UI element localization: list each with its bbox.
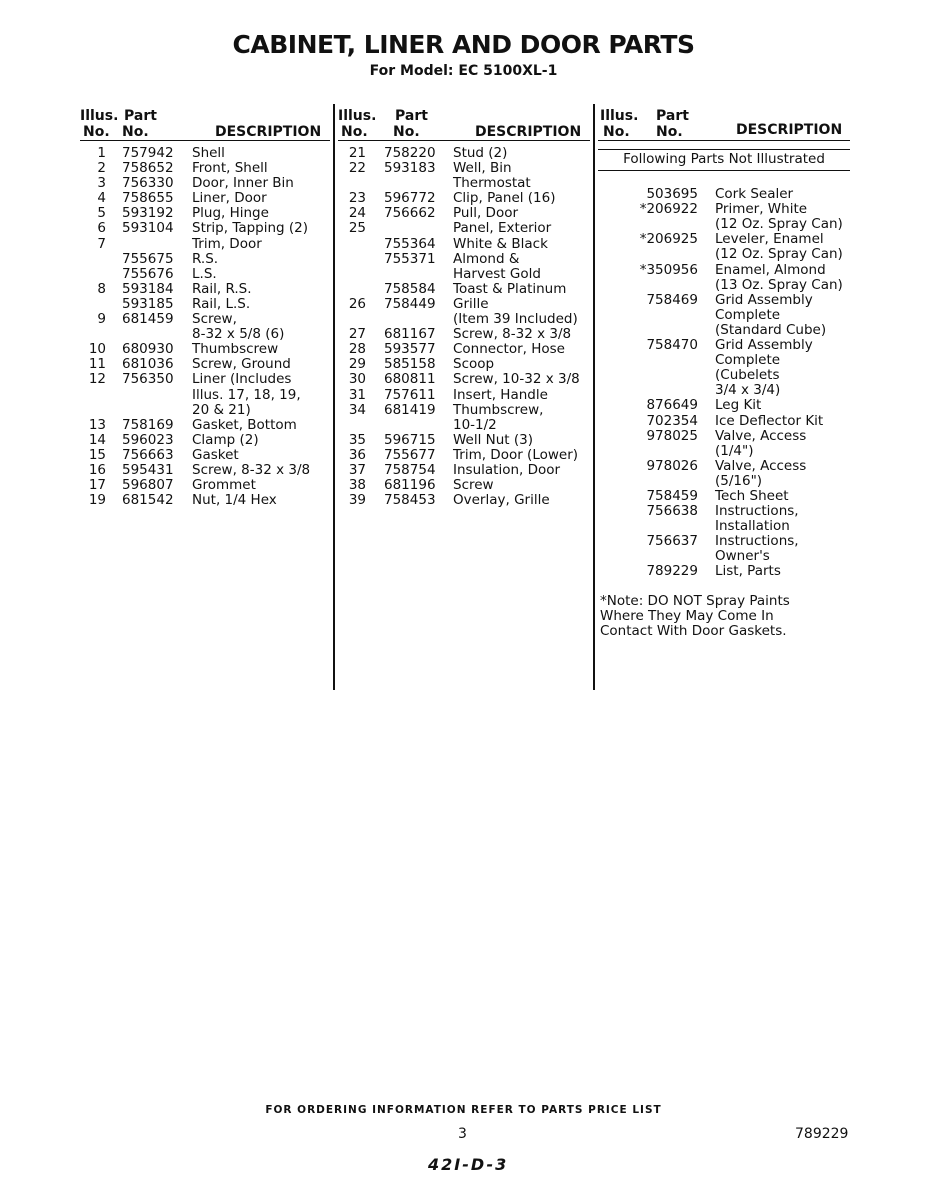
part-number: 758470: [646, 337, 698, 354]
part-number: 758220: [384, 145, 436, 161]
table-row: [338, 463, 590, 478]
table-row: [338, 221, 590, 236]
table-row: [598, 459, 850, 489]
part-description: Nut, 1/4 Hex: [192, 492, 277, 509]
table-row: [338, 388, 590, 403]
table-row: [338, 252, 590, 282]
table-row: [80, 433, 330, 448]
column-header: [80, 106, 330, 141]
part-description: Screw, 8-32 x 5/8 (6): [192, 311, 285, 343]
document-number: 789229: [795, 1126, 849, 1142]
illus-number: [338, 282, 366, 297]
part-description: Plug, Hinge: [192, 205, 269, 222]
part-description: Connector, Hose: [453, 341, 565, 358]
table-row: [598, 504, 850, 534]
table-row: [598, 414, 850, 429]
illus-number: 5: [97, 205, 106, 222]
illus-number: 37: [348, 461, 366, 478]
model-subtitle: For Model: EC 5100XL-1: [369, 63, 558, 79]
illus-number: 24: [348, 205, 366, 222]
part-description: Overlay, Grille: [453, 492, 550, 509]
table-row: [598, 263, 850, 293]
part-number: 596807: [122, 477, 174, 494]
part-number: 755371: [384, 250, 436, 267]
header-description: DESCRIPTION: [736, 122, 843, 138]
table-row: [80, 418, 330, 433]
paint-note: *Note: DO NOT Spray Paints Where They May Come In Contact With Door Gaskets.: [600, 592, 790, 639]
illus-number: 13: [88, 416, 106, 433]
part-description: Scoop: [453, 356, 495, 373]
header-illus-no: No.: [603, 124, 630, 140]
header-illus-no: No.: [83, 124, 110, 140]
header-part-no: No.: [122, 124, 149, 140]
handwritten-code: 42I-D-3: [428, 1155, 509, 1174]
table-row: [80, 357, 330, 372]
header-description: DESCRIPTION: [215, 124, 322, 140]
part-number: 756330: [122, 175, 174, 192]
table-row: [598, 187, 850, 202]
part-number: 756350: [122, 371, 174, 388]
part-number: 681196: [384, 477, 436, 494]
part-description: R.S.: [192, 250, 219, 267]
part-number: 593192: [122, 205, 174, 222]
table-row: [598, 338, 850, 398]
part-description: Gasket, Bottom: [192, 416, 297, 433]
illus-number: 2: [97, 160, 106, 177]
illus-number: [80, 267, 106, 282]
table-row: [80, 372, 330, 417]
part-description: Insert, Handle: [453, 386, 548, 403]
part-description: Valve, Access (5/16"): [715, 457, 807, 489]
illus-number: 6: [97, 220, 106, 237]
table-row: [338, 282, 590, 297]
header-illus: Illus.: [80, 108, 119, 124]
part-description: Toast & Platinum: [453, 280, 567, 297]
part-description: Trim, Door: [192, 235, 262, 252]
part-number: 596772: [384, 190, 436, 207]
column-header: [338, 106, 590, 141]
part-number: 757611: [384, 386, 436, 403]
illus-number: 26: [348, 295, 366, 312]
not-illustrated-label: Following Parts Not Illustrated: [598, 149, 850, 171]
part-number: 595431: [122, 461, 174, 478]
part-description: Screw, 10-32 x 3/8: [453, 371, 580, 388]
illus-number: 8: [97, 280, 106, 297]
table-row: [338, 493, 590, 508]
table-row: [80, 463, 330, 478]
table-row: [338, 448, 590, 463]
part-description: Tech Sheet: [715, 487, 789, 504]
illus-number: 28: [348, 341, 366, 358]
table-row: [338, 297, 590, 327]
header-description: DESCRIPTION: [475, 124, 582, 140]
part-description: Grille (Item 39 Included): [453, 295, 578, 328]
header-illus: Illus.: [338, 108, 377, 124]
illus-number: 16: [88, 461, 106, 478]
part-number: *206925: [639, 231, 698, 248]
part-description: List, Parts: [715, 563, 781, 580]
header-part: Part: [124, 108, 157, 124]
table-row: [598, 534, 850, 564]
part-number: 978026: [646, 457, 698, 474]
part-number: 756637: [646, 533, 698, 550]
part-description: Shell: [192, 145, 225, 161]
parts-list: [80, 141, 330, 508]
part-description: Grid Assembly Complete (Standard Cube): [715, 291, 827, 338]
table-row: [80, 221, 330, 236]
part-number: 585158: [384, 356, 436, 373]
part-number: 755676: [122, 265, 174, 282]
part-description: Screw: [453, 477, 494, 494]
part-description: Thumbscrew, 10-1/2: [453, 401, 544, 433]
illus-number: 10: [88, 341, 106, 358]
part-description: Ice Deflector Kit: [715, 412, 824, 429]
parts-list: [338, 141, 590, 508]
part-number: [106, 237, 192, 252]
illus-number: 29: [348, 356, 366, 373]
table-row: [598, 429, 850, 459]
part-description: Cork Sealer: [715, 186, 794, 203]
table-row: [338, 327, 590, 342]
table-row: [338, 433, 590, 448]
part-number: 758655: [122, 190, 174, 207]
table-row: [338, 191, 590, 206]
part-number: 681036: [122, 356, 174, 373]
illus-number: 14: [88, 431, 106, 448]
part-description: Clip, Panel (16): [453, 190, 556, 207]
part-description: Grid Assembly Complete (Cubelets 3/4 x 3/4): [715, 337, 813, 399]
table-row: [80, 312, 330, 342]
part-description: Gasket: [192, 446, 239, 463]
table-row: [338, 146, 590, 161]
table-row: [80, 282, 330, 297]
part-number: 593184: [122, 280, 174, 297]
part-description: Screw, Ground: [192, 356, 291, 373]
table-row: [80, 176, 330, 191]
part-description: Thumbscrew: [192, 341, 279, 358]
table-row: [338, 237, 590, 252]
part-number: 755677: [384, 446, 436, 463]
part-number: 758449: [384, 295, 436, 312]
part-number: *206922: [639, 201, 698, 218]
part-description: Leveler, Enamel (12 Oz. Spray Can): [715, 231, 843, 263]
part-description: White & Black: [453, 235, 548, 252]
illus-number: 15: [88, 446, 106, 463]
part-number: 596023: [122, 431, 174, 448]
table-row: [598, 489, 850, 504]
part-number: 680930: [122, 341, 174, 358]
header-part: Part: [656, 108, 689, 124]
illus-number: 11: [88, 356, 106, 373]
table-row: [598, 564, 850, 579]
part-description: Insulation, Door: [453, 461, 561, 478]
illus-number: 30: [348, 371, 366, 388]
table-row: [80, 448, 330, 463]
part-description: Pull, Door: [453, 205, 519, 222]
table-row: [80, 161, 330, 176]
header-part-no: No.: [656, 124, 683, 140]
part-number: 758453: [384, 492, 436, 509]
table-row: [80, 342, 330, 357]
table-row: [80, 297, 330, 312]
table-row: [338, 372, 590, 387]
table-row: [338, 403, 590, 433]
table-row: [80, 252, 330, 267]
illus-number: 12: [88, 371, 106, 388]
column-divider: [333, 104, 335, 690]
part-number: *350956: [639, 261, 698, 278]
header-illus: Illus.: [600, 108, 639, 124]
illus-number: 38: [348, 477, 366, 494]
table-row: [80, 237, 330, 252]
parts-column-1: [80, 106, 330, 508]
part-number: 681419: [384, 401, 436, 418]
part-description: L.S.: [192, 265, 217, 282]
illus-number: 9: [97, 311, 106, 328]
part-number: 758469: [646, 291, 698, 308]
part-number: 681542: [122, 492, 174, 509]
part-number: 596715: [384, 431, 436, 448]
illus-number: [80, 297, 106, 312]
illus-number: 35: [348, 431, 366, 448]
part-number: 593104: [122, 220, 174, 237]
part-description: Stud (2): [453, 145, 508, 161]
part-number: 593183: [384, 160, 436, 177]
illus-number: 19: [88, 492, 106, 509]
illus-number: [338, 252, 366, 282]
table-row: [80, 267, 330, 282]
table-row: [338, 206, 590, 221]
illus-number: 34: [348, 401, 366, 418]
part-number: 755364: [384, 235, 436, 252]
part-description: Grommet: [192, 477, 256, 494]
illus-number: 7: [97, 235, 106, 252]
table-row: [80, 478, 330, 493]
part-number: 755675: [122, 250, 174, 267]
part-number: 756638: [646, 503, 698, 520]
header-part: Part: [395, 108, 428, 124]
part-description: Trim, Door (Lower): [453, 446, 579, 463]
illus-number: 21: [348, 145, 366, 161]
part-number: 680811: [384, 371, 436, 388]
part-description: Well Nut (3): [453, 431, 534, 448]
part-number: 876649: [646, 397, 698, 414]
illus-number: 1: [97, 145, 106, 161]
part-number: 593577: [384, 341, 436, 358]
illus-number: 36: [348, 446, 366, 463]
part-description: Well, Bin Thermostat: [453, 160, 531, 192]
part-number: 758754: [384, 461, 436, 478]
part-description: Instructions, Installation: [715, 503, 799, 535]
table-row: [598, 398, 850, 413]
part-number: 681167: [384, 326, 436, 343]
part-description: Clamp (2): [192, 431, 259, 448]
table-row: [80, 206, 330, 221]
parts-column-3: [598, 106, 850, 639]
table-row: [80, 493, 330, 508]
part-number: [366, 221, 453, 236]
table-row: [598, 293, 850, 338]
part-description: Panel, Exterior: [453, 220, 552, 237]
part-number: 758459: [646, 487, 698, 504]
illus-number: [338, 237, 366, 252]
column-header: [598, 106, 850, 141]
table-row: [338, 161, 590, 191]
illus-number: 39: [348, 492, 366, 509]
part-number: 789229: [646, 563, 698, 580]
page-number: 3: [458, 1126, 467, 1142]
header-part-no: No.: [393, 124, 420, 140]
part-number: 758584: [384, 280, 436, 297]
part-description: Strip, Tapping (2): [192, 220, 309, 237]
part-number: 757942: [122, 145, 174, 161]
part-number: 503695: [646, 186, 698, 203]
table-row: [598, 202, 850, 232]
part-number: 978025: [646, 427, 698, 444]
table-row: [338, 478, 590, 493]
table-row: [338, 342, 590, 357]
illus-number: 31: [348, 386, 366, 403]
parts-column-2: [338, 106, 590, 508]
part-description: Liner, Door: [192, 190, 267, 207]
illus-number: 17: [88, 477, 106, 494]
table-row: [598, 232, 850, 262]
table-row: [338, 357, 590, 372]
part-description: Screw, 8-32 x 3/8: [453, 326, 572, 343]
part-description: Screw, 8-32 x 3/8: [192, 461, 311, 478]
table-row: [80, 191, 330, 206]
part-number: 702354: [646, 412, 698, 429]
page-title: CABINET, LINER AND DOOR PARTS: [232, 30, 695, 59]
illus-number: 22: [348, 160, 366, 177]
ordering-info: FOR ORDERING INFORMATION REFER TO PARTS PRICE LIST: [265, 1104, 662, 1116]
column-divider: [593, 104, 595, 690]
part-description: Rail, R.S.: [192, 280, 252, 297]
part-number: 756663: [122, 446, 174, 463]
illus-number: 3: [97, 175, 106, 192]
part-description: Liner (Includes Illus. 17, 18, 19, 20 & 21): [192, 371, 301, 418]
header-illus-no: No.: [341, 124, 368, 140]
part-number: 758169: [122, 416, 174, 433]
part-description: Primer, White (12 Oz. Spray Can): [715, 201, 843, 233]
part-description: Front, Shell: [192, 160, 268, 177]
illus-number: [80, 252, 106, 267]
illus-number: 4: [97, 190, 106, 207]
part-description: Enamel, Almond (13 Oz. Spray Can): [715, 261, 843, 293]
part-number: 681459: [122, 311, 174, 328]
part-description: Valve, Access (1/4"): [715, 427, 807, 459]
part-description: Rail, L.S.: [192, 295, 251, 312]
table-row: [80, 146, 330, 161]
parts-list: [598, 171, 850, 579]
illus-number: 25: [348, 220, 366, 237]
part-number: 758652: [122, 160, 174, 177]
illus-number: 27: [348, 326, 366, 343]
part-description: Door, Inner Bin: [192, 175, 294, 192]
part-description: Almond & Harvest Gold: [453, 250, 541, 282]
part-description: Instructions, Owner's: [715, 533, 799, 565]
part-number: 756662: [384, 205, 436, 222]
part-number: 593185: [122, 295, 174, 312]
part-description: Leg Kit: [715, 397, 762, 414]
illus-number: 23: [348, 190, 366, 207]
